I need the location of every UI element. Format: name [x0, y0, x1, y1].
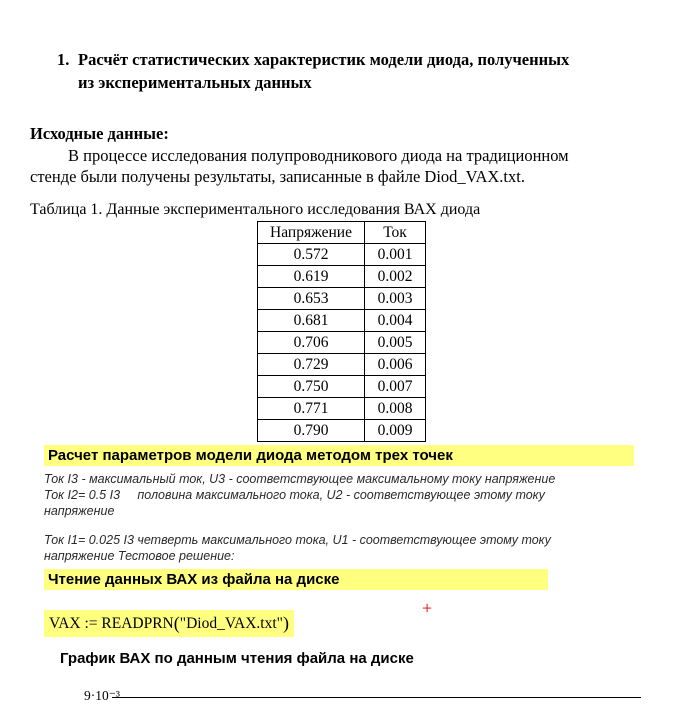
table-cell: 0.003	[365, 288, 426, 310]
expression-variable: VAX	[49, 615, 81, 632]
mathcad-section-title-read-data[interactable]: Чтение данных ВАХ из файла на диске	[44, 569, 548, 590]
note-line: напряжение Тестовое решение:	[44, 549, 235, 563]
column-header-current: Ток	[365, 222, 426, 244]
source-data-heading: Исходные данные:	[30, 124, 169, 143]
assignment-operator: :=	[84, 615, 98, 632]
table-cell: 0.009	[365, 420, 426, 442]
table-cell: 0.619	[258, 266, 365, 288]
mathcad-crosshair-cursor: +	[422, 598, 433, 618]
table-row	[258, 420, 426, 442]
graph-top-border	[112, 697, 641, 698]
table-row	[258, 332, 426, 354]
note-line: Ток I2= 0.5 I3 половина максимального тока, U2 - соответствующее этому току	[44, 488, 545, 502]
close-paren: )	[283, 613, 289, 633]
table-cell: 0.001	[365, 244, 426, 266]
table-row	[258, 266, 426, 288]
table-row	[258, 288, 426, 310]
table-cell: 0.008	[365, 398, 426, 420]
table-cell: 0.706	[258, 332, 365, 354]
table-cell: 0.005	[365, 332, 426, 354]
table-cell: 0.790	[258, 420, 365, 442]
heading-line2: из экспериментальных данных	[78, 73, 312, 92]
table-row	[258, 244, 426, 266]
graph-section-title: График ВАХ по данным чтения файла на диске	[60, 650, 414, 667]
table-row	[258, 398, 426, 420]
table-cell: 0.681	[258, 310, 365, 332]
table-header-row	[258, 222, 426, 244]
intro-line1: В процессе исследования полупроводникового диода на традиционном	[68, 146, 569, 165]
graph-y-axis-top-tick: 9·10⁻³	[84, 688, 120, 703]
table-cell: 0.771	[258, 398, 365, 420]
table-cell: 0.004	[365, 310, 426, 332]
column-header-voltage: Напряжение	[258, 222, 365, 244]
intro-line2: стенде были получены результаты, записанные в файле Diod_VAX.txt.	[30, 167, 525, 186]
vax-data-table	[257, 221, 426, 442]
expression-argument: "Diod_VAX.txt"	[179, 615, 283, 632]
table-row	[258, 354, 426, 376]
table-row	[258, 310, 426, 332]
heading-number: 1.	[57, 50, 70, 69]
heading-line1: Расчёт статистических характеристик модели диода, полученных	[78, 50, 570, 69]
note-line: Ток I3 - максимальный ток, U3 - соответствующее максимальному току напряжение	[44, 472, 556, 486]
table-cell: 0.007	[365, 376, 426, 398]
table-cell: 0.750	[258, 376, 365, 398]
note-line: Ток I1= 0.025 I3 четверть максимального тока, U1 - соответствующее этому току	[44, 533, 551, 547]
note-line: напряжение	[44, 504, 115, 518]
table-cell: 0.653	[258, 288, 365, 310]
mathcad-expression-readprn[interactable]	[44, 610, 294, 637]
mathcad-section-title-three-points[interactable]: Расчет параметров модели диода методом трех точек	[44, 445, 634, 466]
expression-function: READPRN	[101, 615, 174, 632]
table-cell: 0.729	[258, 354, 365, 376]
table-cell: 0.572	[258, 244, 365, 266]
table-cell: 0.006	[365, 354, 426, 376]
table-caption: Таблица 1. Данные экспериментального исследования ВАХ диода	[30, 201, 481, 218]
table-cell: 0.002	[365, 266, 426, 288]
open-paren: (	[173, 613, 180, 633]
table-row	[258, 376, 426, 398]
